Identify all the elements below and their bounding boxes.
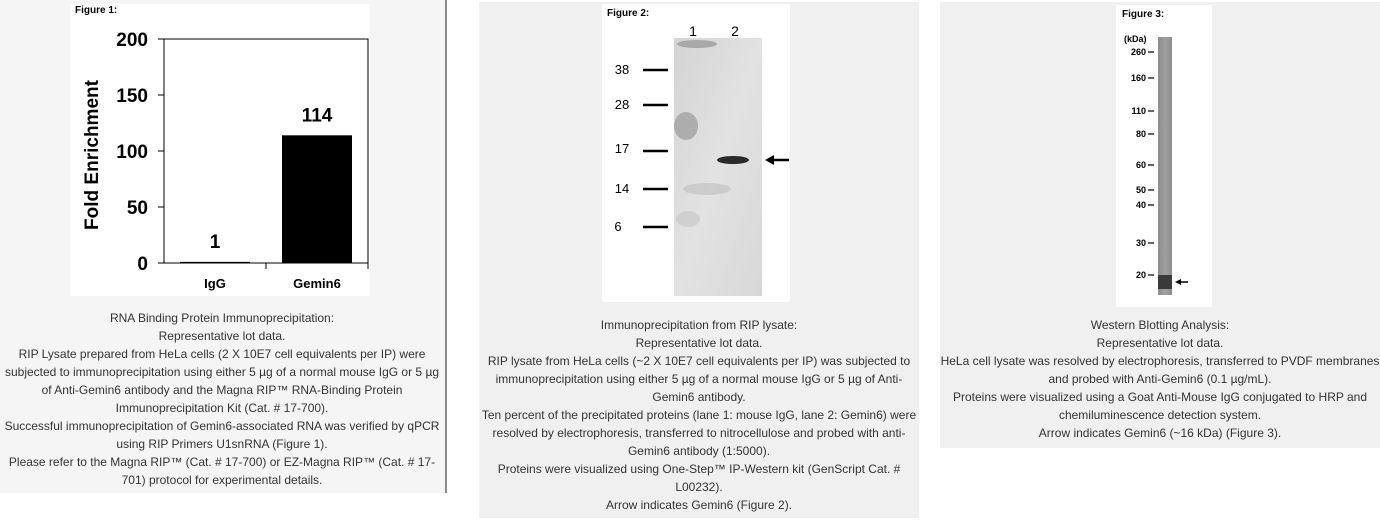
lane1-smear [674, 112, 698, 140]
figure2-label: Figure 2: [607, 8, 650, 19]
gemin6-arrow-icon [1175, 279, 1188, 285]
x-tick-label: Gemin6 [293, 276, 341, 291]
marker-label: 260 [1130, 47, 1146, 57]
caption-line: Proteins were visualized using One-Step™ IP-Western kit (GenScript Cat. # L00232). [497, 462, 901, 494]
marker-label: 160 [1130, 73, 1146, 83]
marker-label: 38 [614, 62, 630, 77]
lane-label-1: 1 [689, 23, 697, 39]
marker-label: 14 [614, 181, 630, 196]
caption-line: Proteins were visualized using a Goat Anti-Mouse IgG conjugated to HRP and chemiluminescence detection system. [952, 390, 1367, 422]
caption-line: Arrow indicates Gemin6 (~16 kDa) (Figure 3). [1038, 426, 1282, 440]
x-tick-label: IgG [204, 276, 226, 291]
caption-title: RNA Binding Protein Immunoprecipitation: [109, 311, 335, 325]
marker-label: 50 [1135, 185, 1146, 195]
y-tick-label: 0 [137, 254, 148, 275]
y-tick-label: 50 [126, 198, 148, 219]
kda-unit-label: (kDa) [1124, 34, 1147, 44]
marker-label: 17 [614, 141, 630, 156]
y-axis-label: Fold Enrichment [82, 80, 103, 230]
figure2-caption [479, 316, 919, 514]
figure3-image [1116, 5, 1212, 307]
marker-label: 28 [614, 97, 630, 112]
western-blot-figure2 [602, 4, 790, 302]
gemin6-band [717, 156, 749, 164]
marker-label: 20 [1135, 270, 1146, 280]
figure3-caption [940, 316, 1380, 442]
caption-line: RIP Lysate prepared from HeLa cells (2 X 10E7 cell equivalents per IP) were subjected to immunoprecipitation using either 5 µg of a normal mouse IgG or 5 µg of Anti-Gemin6 antibody and the Magna RIP™ RNA-Binding Protein Immunoprecipitation Kit (Cat. # 17-700). [4, 347, 440, 415]
data-label: 114 [301, 105, 333, 127]
fold-enrichment-chart [70, 4, 370, 296]
gemin6-band [1158, 275, 1172, 289]
gemin6-arrow-icon [765, 155, 789, 165]
data-label: 1 [209, 231, 221, 253]
caption-title: Western Blotting Analysis: [1090, 318, 1230, 332]
background-smear [676, 211, 700, 227]
blot-membrane [674, 38, 762, 296]
bar [180, 262, 250, 264]
figure3-panel [940, 2, 1380, 448]
caption-line: Representative lot data. [1096, 336, 1224, 350]
figure3-label: Figure 3: [1122, 9, 1165, 20]
bar [282, 135, 352, 263]
marker-label: 40 [1135, 200, 1146, 210]
figure2-image [602, 4, 790, 302]
y-tick-label: 150 [116, 86, 148, 107]
western-blot-figure3 [1116, 5, 1212, 307]
figure1-panel [0, 0, 447, 493]
figure1-image [70, 4, 370, 296]
caption-line: Please refer to the Magna RIP™ (Cat. # 17-700) or EZ-Magna RIP™ (Cat. # 17-701) protocol for experimental details. [8, 455, 436, 487]
caption-line: HeLa cell lysate was resolved by electrophoresis, transferred to PVDF membranes and probed with Anti-Gemin6 (0.1 µg/mL). [940, 354, 1380, 386]
marker-label: 30 [1135, 238, 1146, 248]
y-tick-label: 100 [116, 142, 148, 163]
lane-label-2: 2 [731, 23, 739, 39]
caption-line: RIP lysate from HeLa cells (~2 X 10E7 cell equivalents per IP) was subjected to immunoprecipitation using either 5 µg of a normal mouse IgG or 5 µg of Anti-Gemin6 antibody. [487, 354, 911, 404]
figure2-panel [479, 2, 919, 518]
well-smear [677, 40, 717, 48]
caption-line: Representative lot data. [158, 329, 286, 343]
background-smear [683, 183, 731, 195]
marker-label: 6 [614, 219, 622, 234]
figure1-label: Figure 1: [75, 5, 118, 16]
caption-line: Representative lot data. [635, 336, 763, 350]
caption-line: Ten percent of the precipitated proteins (lane 1: mouse IgG, lane 2: Gemin6) were resolved by electrophoresis, transferred to nitrocellulose and probed with anti-Gemin6 antibody (1:5000). [481, 408, 917, 458]
blot-lane [1158, 37, 1172, 295]
marker-label: 60 [1135, 160, 1146, 170]
caption-title: Immunoprecipitation from RIP lysate: [600, 318, 798, 332]
figure1-caption [2, 309, 442, 489]
caption-line: Arrow indicates Gemin6 (Figure 2). [605, 498, 793, 512]
marker-label: 110 [1131, 106, 1146, 116]
marker-label: 80 [1135, 129, 1146, 139]
caption-line: Successful immunoprecipitation of Gemin6-associated RNA was verified by qPCR using RIP Primers U1snRNA (Figure 1). [4, 419, 440, 451]
y-tick-label: 200 [116, 30, 148, 51]
